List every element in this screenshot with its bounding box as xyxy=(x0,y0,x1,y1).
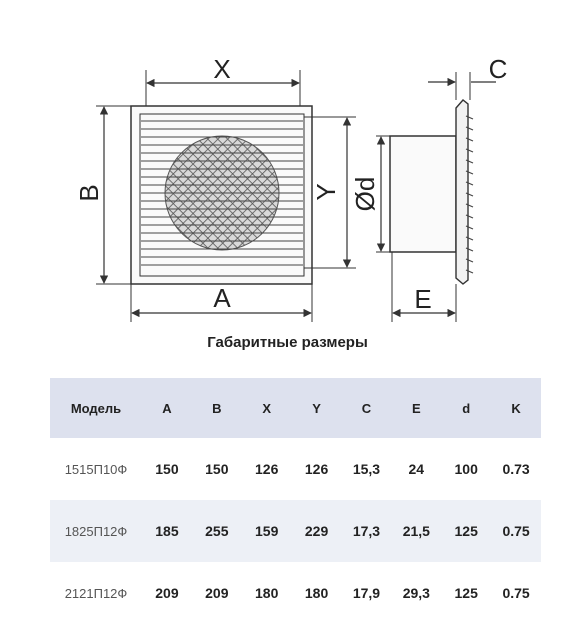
cell-y: 229 xyxy=(292,500,342,562)
table-row xyxy=(50,562,541,624)
cell-b: 150 xyxy=(205,461,229,477)
dim-label-y: Y xyxy=(311,183,341,201)
side-view xyxy=(350,54,507,322)
cell-e: 24 xyxy=(408,461,425,477)
cell-y: 126 xyxy=(304,461,329,477)
cell-x: 159 xyxy=(242,500,292,562)
cell-b: 209 xyxy=(205,585,229,601)
header-k: K xyxy=(491,378,541,438)
cell-b: 255 xyxy=(192,500,242,562)
cell-a: 150 xyxy=(155,461,179,477)
dim-label-d: Ød xyxy=(350,176,380,212)
cell-e: 21,5 xyxy=(391,500,441,562)
table-row xyxy=(50,500,541,562)
cell-e: 29,3 xyxy=(402,585,430,601)
cell-c: 17,9 xyxy=(352,585,381,601)
dimensions-table xyxy=(50,378,541,624)
header-y: Y xyxy=(292,378,342,438)
cell-a: 185 xyxy=(142,500,192,562)
table-row xyxy=(50,438,541,500)
header-e: E xyxy=(391,378,441,438)
header-b: B xyxy=(192,378,242,438)
cell-model: 2121П12Ф xyxy=(64,585,128,601)
cell-y: 180 xyxy=(304,585,329,601)
cell-c: 17,3 xyxy=(342,500,392,562)
cell-k: 0.73 xyxy=(502,461,530,477)
header-model: Модель xyxy=(50,378,142,438)
front-view xyxy=(74,54,356,322)
cell-k: 0.75 xyxy=(502,585,530,601)
cell-a: 209 xyxy=(155,585,179,601)
cell-k: 0.75 xyxy=(491,500,541,562)
header-c: C xyxy=(342,378,392,438)
table-header-row xyxy=(50,378,541,438)
duct-body xyxy=(390,136,456,252)
cell-model: 1515П10Ф xyxy=(64,461,128,477)
header-x: X xyxy=(242,378,292,438)
dim-label-c: C xyxy=(488,54,508,84)
cell-x: 126 xyxy=(255,461,279,477)
header-a: A xyxy=(142,378,192,438)
cell-c: 15,3 xyxy=(352,461,381,477)
dim-label-x: X xyxy=(213,54,231,84)
cell-x: 180 xyxy=(255,585,279,601)
cell-d: 125 xyxy=(454,585,478,601)
dim-label-a: A xyxy=(213,283,231,313)
cell-model: 1825П12Ф xyxy=(50,500,142,562)
dim-label-b: B xyxy=(74,184,104,202)
cell-d: 100 xyxy=(454,461,478,477)
cell-d: 125 xyxy=(441,500,491,562)
header-d: d xyxy=(441,378,491,438)
drawing-caption: Габаритные размеры xyxy=(207,334,368,351)
dim-label-e: E xyxy=(414,284,432,314)
